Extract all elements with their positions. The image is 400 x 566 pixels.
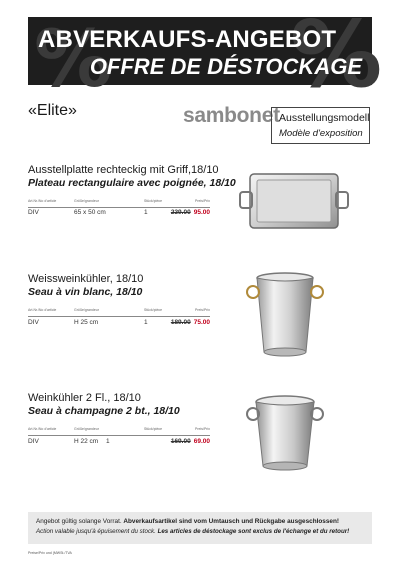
product-size: H 25 cm <box>74 319 99 326</box>
article-number: DIV <box>28 438 39 445</box>
header-qty: Stück/pièce <box>144 308 163 312</box>
header-qty: Stück/pièce <box>144 427 163 431</box>
price-cell <box>171 319 210 326</box>
percent-watermark-right: % <box>290 1 383 108</box>
header-article: Art.Nr./No d'article <box>28 427 57 431</box>
product-qty: 1 <box>144 209 148 216</box>
price-cell <box>171 209 210 216</box>
collection-name: «Elite» <box>28 102 77 119</box>
article-number: DIV <box>28 319 39 326</box>
sambonet-logo: sambonet <box>183 104 280 127</box>
sale-price: 95.00 <box>193 209 210 216</box>
header-size: Größe/grandeur <box>74 427 99 431</box>
table-row <box>28 209 210 219</box>
product-title-2 <box>28 273 214 298</box>
disclaimer-de: Angebot gültig solange Vorrat. Abverkaufsartikel sind vom Umtausch und Rückgabe ausgeschlossen! <box>36 518 339 525</box>
product-title-de: Weissweinkühler, 18/10 <box>28 273 144 285</box>
header-article: Art.Nr./No d'article <box>28 199 57 203</box>
table-row <box>28 319 210 329</box>
sale-banner <box>28 1 383 108</box>
percent-watermark-left: % <box>34 15 113 105</box>
old-price: 169.00 <box>170 438 191 445</box>
exhibit-label-fr: Modèle d'exposition <box>279 128 363 139</box>
wine-cooler-icon <box>244 270 326 360</box>
champagne-bucket-icon <box>246 392 324 474</box>
disclaimer-fr: Action valable jusqu'à épuisement du stock. Les articles de déstockage sont exclus de l'échange et du retour! <box>36 528 350 535</box>
table-row <box>28 438 210 448</box>
table-header-3 <box>28 427 210 436</box>
banner-title-fr: OFFRE DE DÉSTOCKAGE <box>89 54 362 79</box>
product-qty: 1 <box>106 438 110 445</box>
product-title-de: Weinkühler 2 Fl., 18/10 <box>28 392 141 404</box>
product-title-1 <box>28 164 236 189</box>
footer-disclaimer <box>28 512 372 544</box>
old-price: 189.00 <box>170 319 191 326</box>
sale-price: 69.00 <box>193 438 210 445</box>
old-price: 239.00 <box>170 209 191 216</box>
price-cell <box>171 438 210 445</box>
sale-price: 75.00 <box>193 319 210 326</box>
product-title-3 <box>28 392 214 417</box>
product-size: 65 x 50 cm <box>74 209 106 216</box>
header-size: Größe/grandeur <box>74 199 99 203</box>
exhibit-label-de: Ausstellungsmodell <box>279 112 370 124</box>
header-size: Größe/grandeur <box>74 308 99 312</box>
product-qty: 1 <box>144 319 148 326</box>
product-title-fr: Seau à champagne 2 bt., 18/10 <box>28 405 180 417</box>
product-size: H 22 cm <box>74 438 99 445</box>
product-title-de: Ausstellplatte rechteckig mit Griff,18/10 <box>28 164 219 176</box>
header-qty: Stück/pièce <box>144 199 163 203</box>
exhibit-model-box <box>271 107 370 144</box>
header-price: Preis/Prix <box>195 308 210 312</box>
article-number: DIV <box>28 209 39 216</box>
header-price: Preis/Prix <box>195 427 210 431</box>
product-title-fr: Seau à vin blanc, 18/10 <box>28 286 143 298</box>
header-price: Preis/Prix <box>195 199 210 203</box>
vat-note: Preise/Prix und (MWSt./TVA <box>28 551 72 555</box>
table-header-2 <box>28 308 210 317</box>
banner-title-de: ABVERKAUFS-ANGEBOT <box>38 26 337 53</box>
product-title-fr: Plateau rectangulaire avec poignée, 18/10 <box>28 177 236 189</box>
table-header-1 <box>28 199 210 208</box>
header-article: Art.Nr./No d'article <box>28 308 57 312</box>
rectangular-tray-icon <box>238 170 350 232</box>
